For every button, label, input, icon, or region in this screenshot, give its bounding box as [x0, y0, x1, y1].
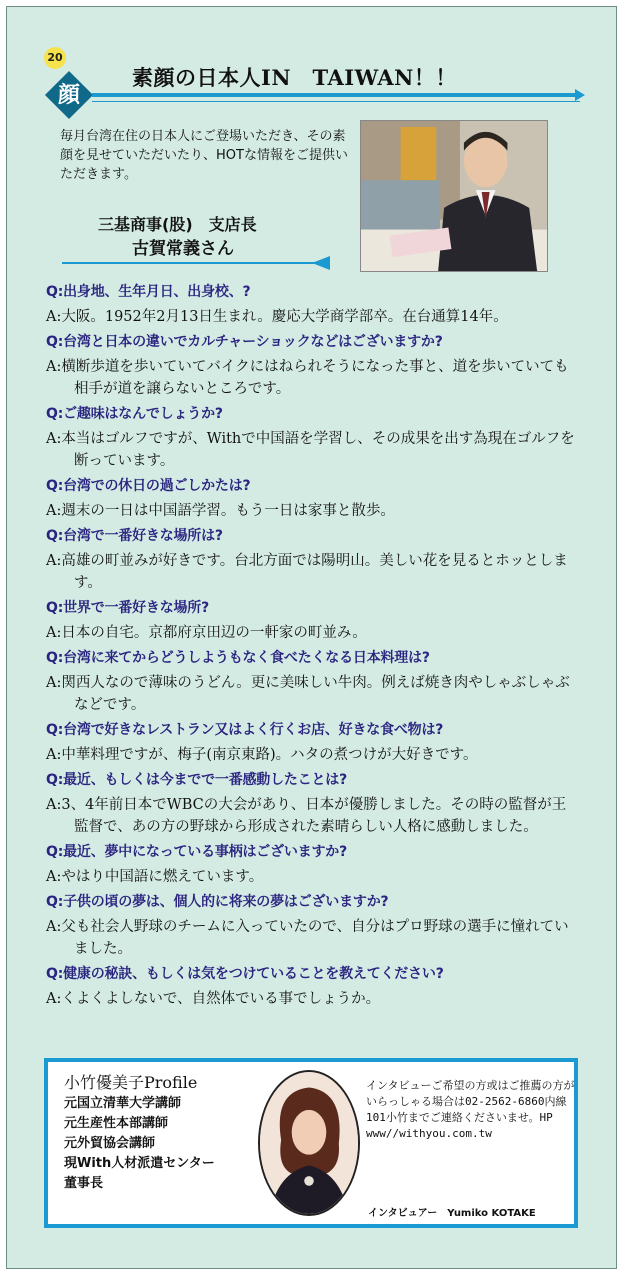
headline-rule-thin: [92, 101, 580, 102]
answer: A:くよくよしないで、自然体でいる事でしょうか。: [46, 991, 381, 1007]
answer: A:本当はゴルフですが、Withで中国語を学習し、その成果を出す為現在ゴルフを断っています。: [46, 431, 575, 469]
section-char: 顔: [57, 82, 80, 108]
qa-item: [46, 893, 576, 960]
question: Q:台湾で好きなレストラン又はよく行くお店、好きな食べ物は?: [46, 722, 444, 738]
question: Q:世界で一番好きな場所?: [46, 600, 210, 616]
profile-title: 小竹優美子Profile: [64, 1073, 198, 1092]
qa-list: [46, 283, 576, 1015]
answer: A:父も社会人野球のチームに入っていたので、自分はプロ野球の選手に憧れていました。: [46, 919, 569, 957]
interviewee-photo: [360, 120, 548, 272]
profile-item: 元外貿協会講師: [64, 1136, 156, 1151]
headline: 素顔の日本人IN TAIWAN！！: [132, 65, 457, 90]
interviewer-photo: [258, 1070, 360, 1216]
profile-item: 元国立清華大学講師: [64, 1096, 182, 1111]
question: Q:ご趣味はなんでしょうか?: [46, 406, 223, 422]
headline-arrow-icon: [575, 89, 585, 101]
profile-item: 元生産性本部講師: [64, 1116, 169, 1131]
contact-text: インタビューご希望の方或はご推薦の方がいらっしゃる場合は02-2562-6860内線101小竹までご連絡くださいませ。HP www//withyou.com.tw: [366, 1079, 575, 1140]
qa-item: [46, 283, 576, 328]
qa-item: [46, 965, 576, 1010]
question: Q:出身地、生年月日、出身校、?: [46, 284, 251, 300]
answer: A:中華料理ですが、梅子(南京東路)。ハタの煮つけが大好きです。: [46, 747, 478, 763]
page-number: 20: [44, 47, 66, 69]
answer: A:やはり中国語に燃えています。: [46, 869, 264, 885]
headline-rule: [92, 93, 580, 97]
qa-item: [46, 333, 576, 400]
question: Q:最近、もしくは今までで一番感動したことは?: [46, 772, 348, 788]
qa-item: [46, 649, 576, 716]
answer: A:高雄の町並みが好きです。台北方面では陽明山。美しい花を見るとホッとします。: [46, 553, 568, 591]
answer: A:大阪。1952年2月13日生まれ。慶応大学商学部卒。在台通算14年。: [46, 309, 508, 325]
question: Q:台湾での休日の過ごしかたは?: [46, 478, 251, 494]
question: Q:台湾と日本の違いでカルチャーショックなどはございますか?: [46, 334, 443, 350]
qa-item: [46, 405, 576, 472]
company-title: 三基商事(股) 支店長: [98, 215, 257, 234]
qa-item: [46, 527, 576, 594]
qa-item: [46, 477, 576, 522]
question: Q:台湾に来てからどうしようもなく食べたくなる日本料理は?: [46, 650, 430, 666]
intro-text: 毎月台湾在住の日本人にご登場いただき、その素顔を見せていただいたり、HOTな情報をご提供いただきます。: [60, 129, 348, 182]
answer: A:関西人なので薄味のうどん。更に美味しい牛肉。例えば焼き肉やしゃぶしゃぶなどです。: [46, 675, 570, 713]
question: Q:子供の頃の夢は、個人的に将来の夢はございますか?: [46, 894, 389, 910]
answer: A:日本の自宅。京都府京田辺の一軒家の町並み。: [46, 625, 367, 641]
interviewer-label: インタビュアー Yumiko KOTAKE: [368, 1208, 536, 1219]
answer: A:横断歩道を歩いていてバイクにはねられそうになった事と、道を歩いていても相手が道を譲らないところです。: [46, 359, 569, 397]
qa-item: [46, 599, 576, 644]
question: Q:台湾で一番好きな場所は?: [46, 528, 223, 544]
interviewee-name: 古賀常義さん: [132, 239, 234, 259]
profile-item: 董事長: [64, 1176, 104, 1191]
question: Q:最近、夢中になっている事柄はございますか?: [46, 844, 348, 860]
answer: A:3、4年前日本でWBCの大会があり、日本が優勝しました。その時の監督が王監督で、あの方の野球から形成された素晴らしい人格に感動しました。: [46, 797, 567, 835]
name-rule: [62, 262, 330, 264]
name-arrow-icon: [312, 256, 330, 270]
qa-item: [46, 771, 576, 838]
qa-item: [46, 843, 576, 888]
profile-list: [64, 1094, 215, 1194]
qa-item: [46, 721, 576, 766]
profile-box: [44, 1058, 578, 1228]
answer: A:週末の一日は中国語学習。もう一日は家事と散歩。: [46, 503, 395, 519]
profile-item: 現With人材派遣センター: [64, 1156, 215, 1171]
question: Q:健康の秘訣、もしくは気をつけていることを教えてください?: [46, 966, 444, 982]
